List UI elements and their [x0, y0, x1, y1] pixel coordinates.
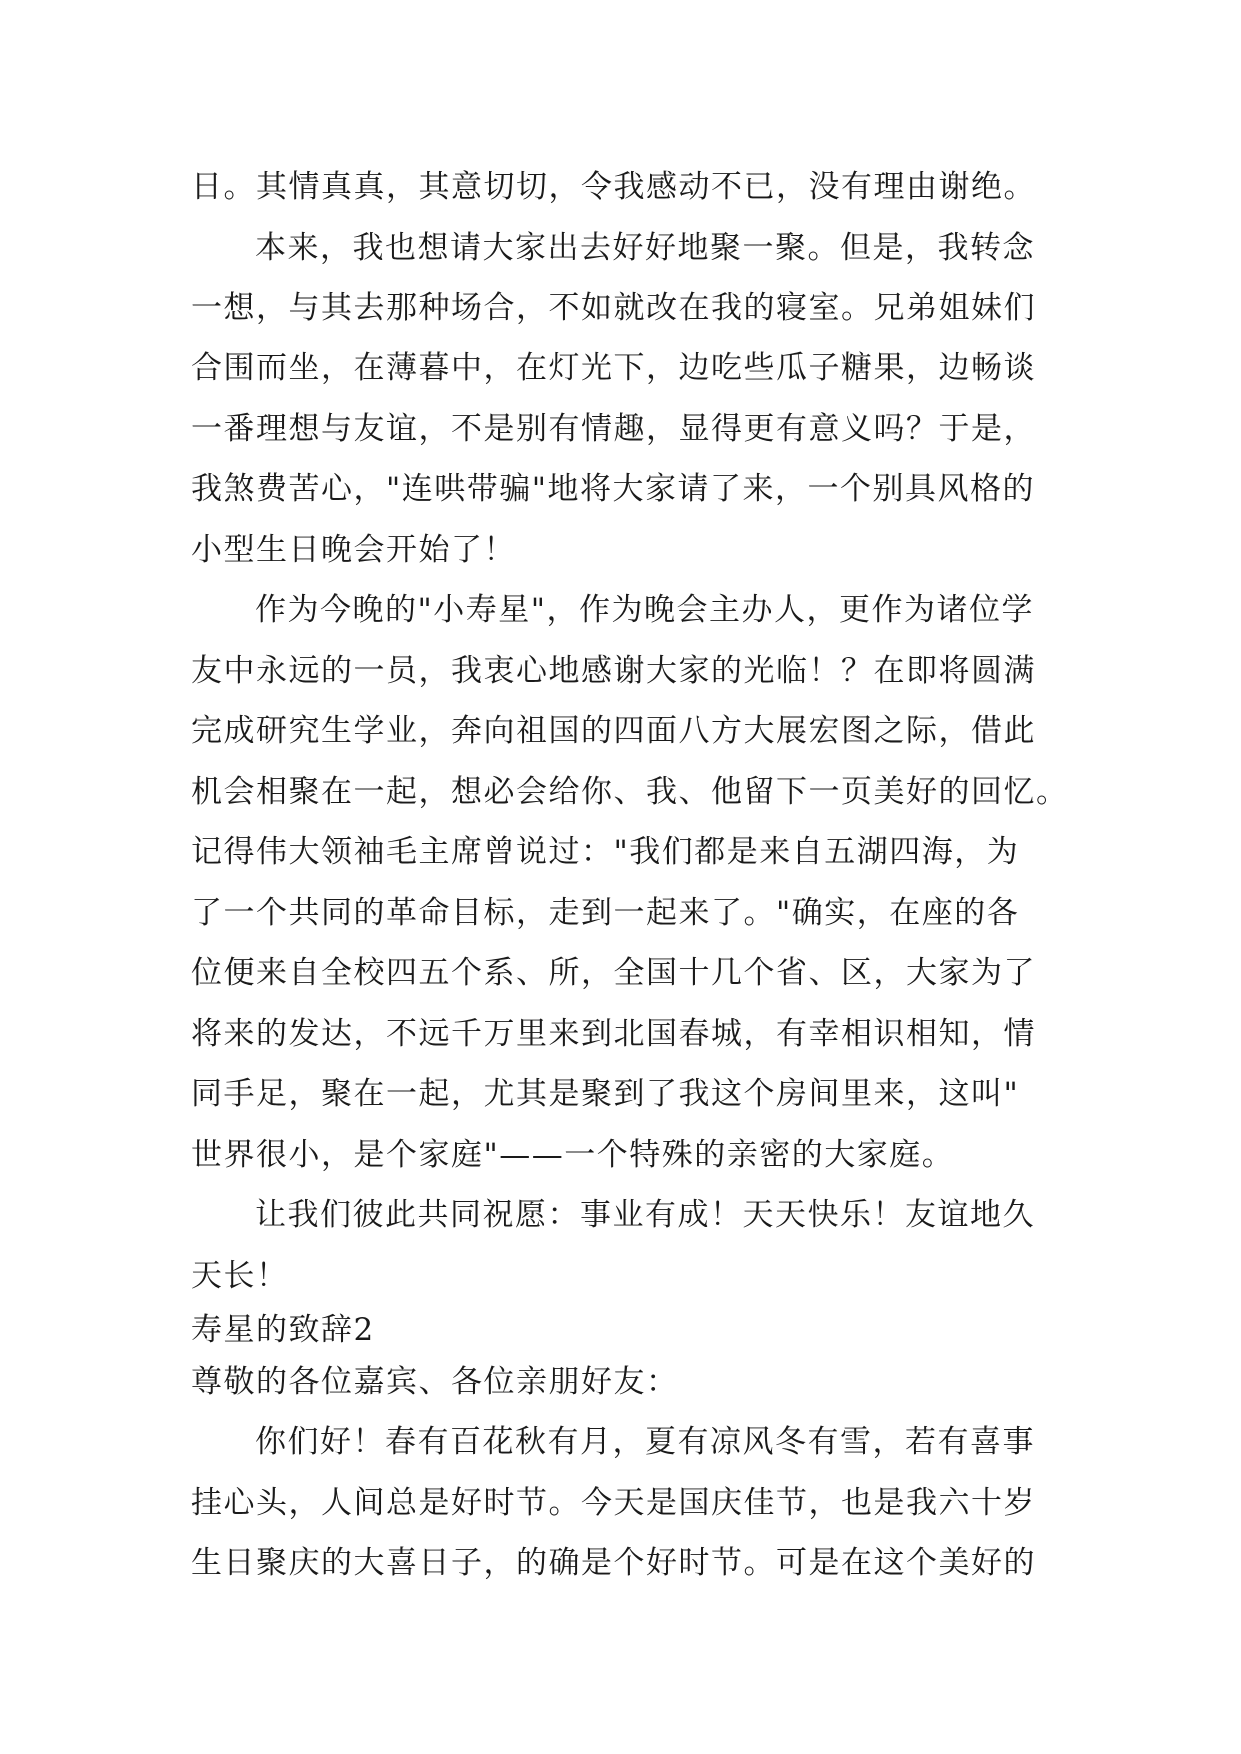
- text-line: 世界很小，是个家庭"——一个特殊的亲密的大家庭。: [191, 1137, 955, 1173]
- text-line: 生日聚庆的大喜日子，的确是个好时节。可是在这个美好的: [191, 1545, 1036, 1581]
- text-line: 挂心头，人间总是好时节。今天是国庆佳节，也是我六十岁: [191, 1485, 1036, 1521]
- text-line: 小型生日晚会开始了！: [191, 532, 516, 568]
- text-line: 了一个共同的革命目标，走到一起来了。"确实，在座的各: [191, 895, 1020, 931]
- text-line: 机会相聚在一起，想必会给你、我、他留下一页美好的回忆。: [191, 774, 1069, 810]
- paragraph-start-line: 本来，我也想请大家出去好好地聚一聚。但是，我转念: [255, 230, 1035, 266]
- paragraph-start-line: 你们好！春有百花秋有月，夏有凉风冬有雪，若有喜事: [255, 1424, 1035, 1460]
- section-heading: 寿星的致辞2: [191, 1312, 375, 1348]
- text-line: 合围而坐，在薄暮中，在灯光下，边吃些瓜子糖果，边畅谈: [191, 350, 1036, 386]
- text-line: 天长！: [191, 1258, 289, 1294]
- text-line: 一番理想与友谊，不是别有情趣，显得更有意义吗？于是，: [191, 411, 1036, 447]
- paragraph-start-line: 作为今晚的"小寿星"，作为晚会主办人，更作为诸位学: [255, 592, 1035, 628]
- text-line: 同手足，聚在一起，尤其是聚到了我这个房间里来，这叫": [191, 1076, 1020, 1112]
- text-line: 完成研究生学业，奔向祖国的四面八方大展宏图之际，借此: [191, 713, 1036, 749]
- text-line: 位便来自全校四五个系、所，全国十几个省、区，大家为了: [191, 955, 1036, 991]
- paragraph-start-line: 让我们彼此共同祝愿：事业有成！天天快乐！友谊地久: [255, 1197, 1035, 1233]
- salutation-line: 尊敬的各位嘉宾、各位亲朋好友：: [191, 1364, 679, 1400]
- text-line: 记得伟大领袖毛主席曾说过："我们都是来自五湖四海，为: [191, 834, 1020, 870]
- text-line: 日。其情真真，其意切切，令我感动不已，没有理由谢绝。: [191, 169, 1036, 205]
- text-line: 我煞费苦心，"连哄带骗"地将大家请了来，一个别具风格的: [191, 471, 1036, 507]
- text-line: 一想，与其去那种场合，不如就改在我的寝室。兄弟姐妹们: [191, 290, 1036, 326]
- text-line: 友中永远的一员，我衷心地感谢大家的光临！？在即将圆满: [191, 653, 1036, 689]
- text-line: 将来的发达，不远千万里来到北国春城，有幸相识相知，情: [191, 1016, 1036, 1052]
